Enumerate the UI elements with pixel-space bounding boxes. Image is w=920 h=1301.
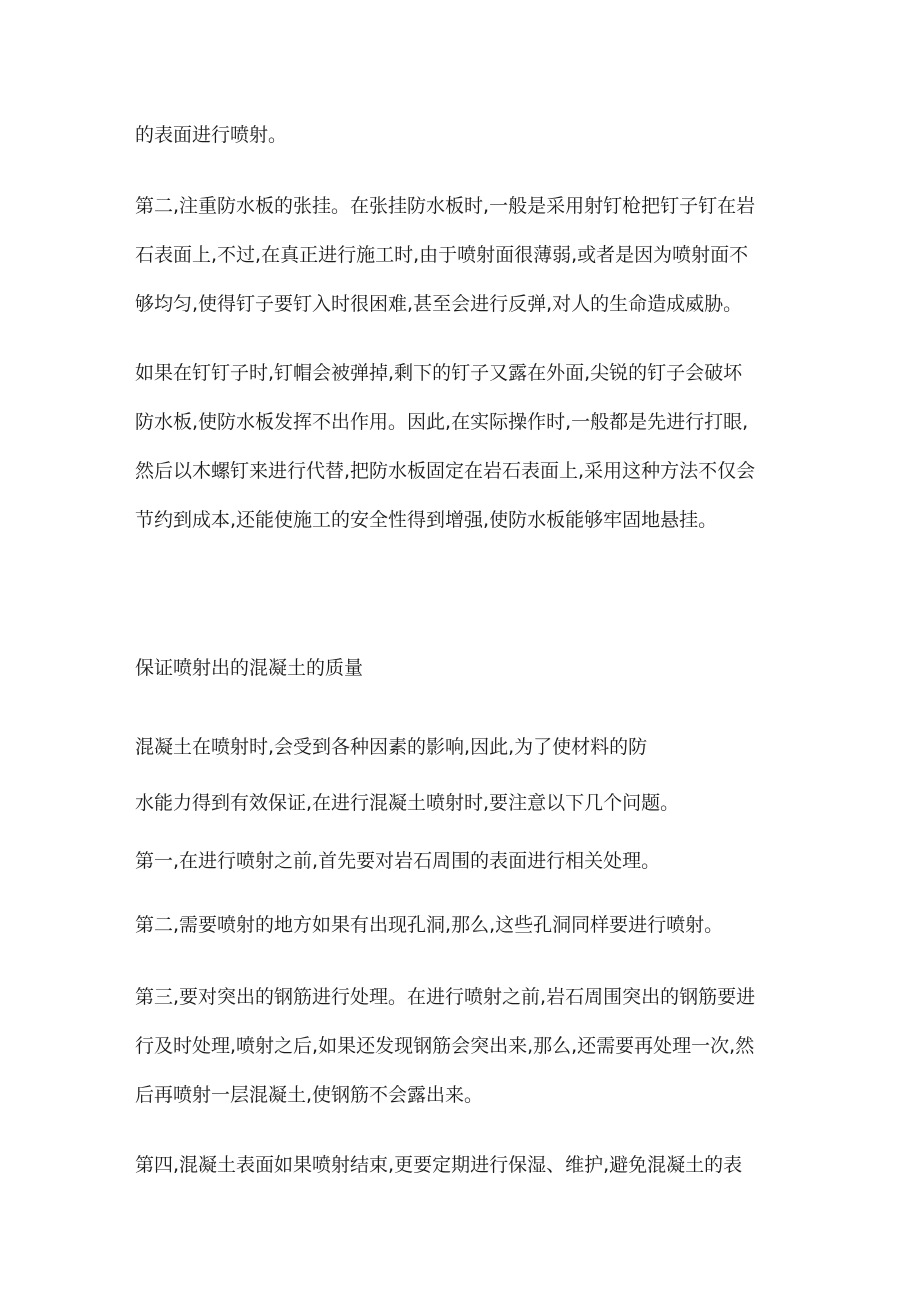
text-line: 后再喷射一层混凝土,使钢筋不会露出来。 <box>135 1084 484 1106</box>
text-line: 防水板,使防水板发挥不出作用。因此,在实际操作时,一般都是先进行打眼, <box>135 411 749 433</box>
text-line: 够均匀,使得钉子要钉入时很困难,甚至会进行反弹,对人的生命造成威胁。 <box>135 293 743 315</box>
text-line: 然后以木螺钉来进行代替,把防水板固定在岩石表面上,采用这种方法不仅会 <box>135 460 756 482</box>
text-line: 行及时处理,喷射之后,如果还发现钢筋会突出来,那么,还需要再处理一次,然 <box>135 1035 755 1057</box>
text-line: 石表面上,不过,在真正进行施工时,由于喷射面很薄弱,或者是因为喷射面不 <box>135 244 749 266</box>
text-line: 第四,混凝土表面如果喷射结束,更要定期进行保湿、维护,避免混凝土的表 <box>135 1154 743 1176</box>
text-line: 如果在钉钉子时,钉帽会被弹掉,剩下的钉子又露在外面,尖锐的钉子会破坏 <box>135 362 743 384</box>
text-line: 第二,需要喷射的地方如果有出现孔洞,那么,这些孔洞同样要进行喷射。 <box>135 914 724 936</box>
section-heading: 保证喷射出的混凝土的质量 <box>135 657 364 679</box>
text-line: 水能力得到有效保证,在进行混凝土喷射时,要注意以下几个问题。 <box>135 792 680 814</box>
text-line: 第二,注重防水板的张挂。在张挂防水板时,一般是采用射钉枪把钉子钉在岩 <box>135 195 756 217</box>
text-line: 的表面进行喷射。 <box>135 124 288 146</box>
text-line: 节约到成本,还能使施工的安全性得到增强,使防水板能够牢固地悬挂。 <box>135 509 718 531</box>
text-line: 混凝土在喷射时,会受到各种因素的影响,因此,为了使材料的防 <box>135 736 648 758</box>
text-line: 第一,在进行喷射之前,首先要对岩石周围的表面进行相关处理。 <box>135 850 661 872</box>
text-line: 第三,要对突出的钢筋进行处理。在进行喷射之前,岩石周围突出的钢筋要进 <box>135 986 756 1008</box>
